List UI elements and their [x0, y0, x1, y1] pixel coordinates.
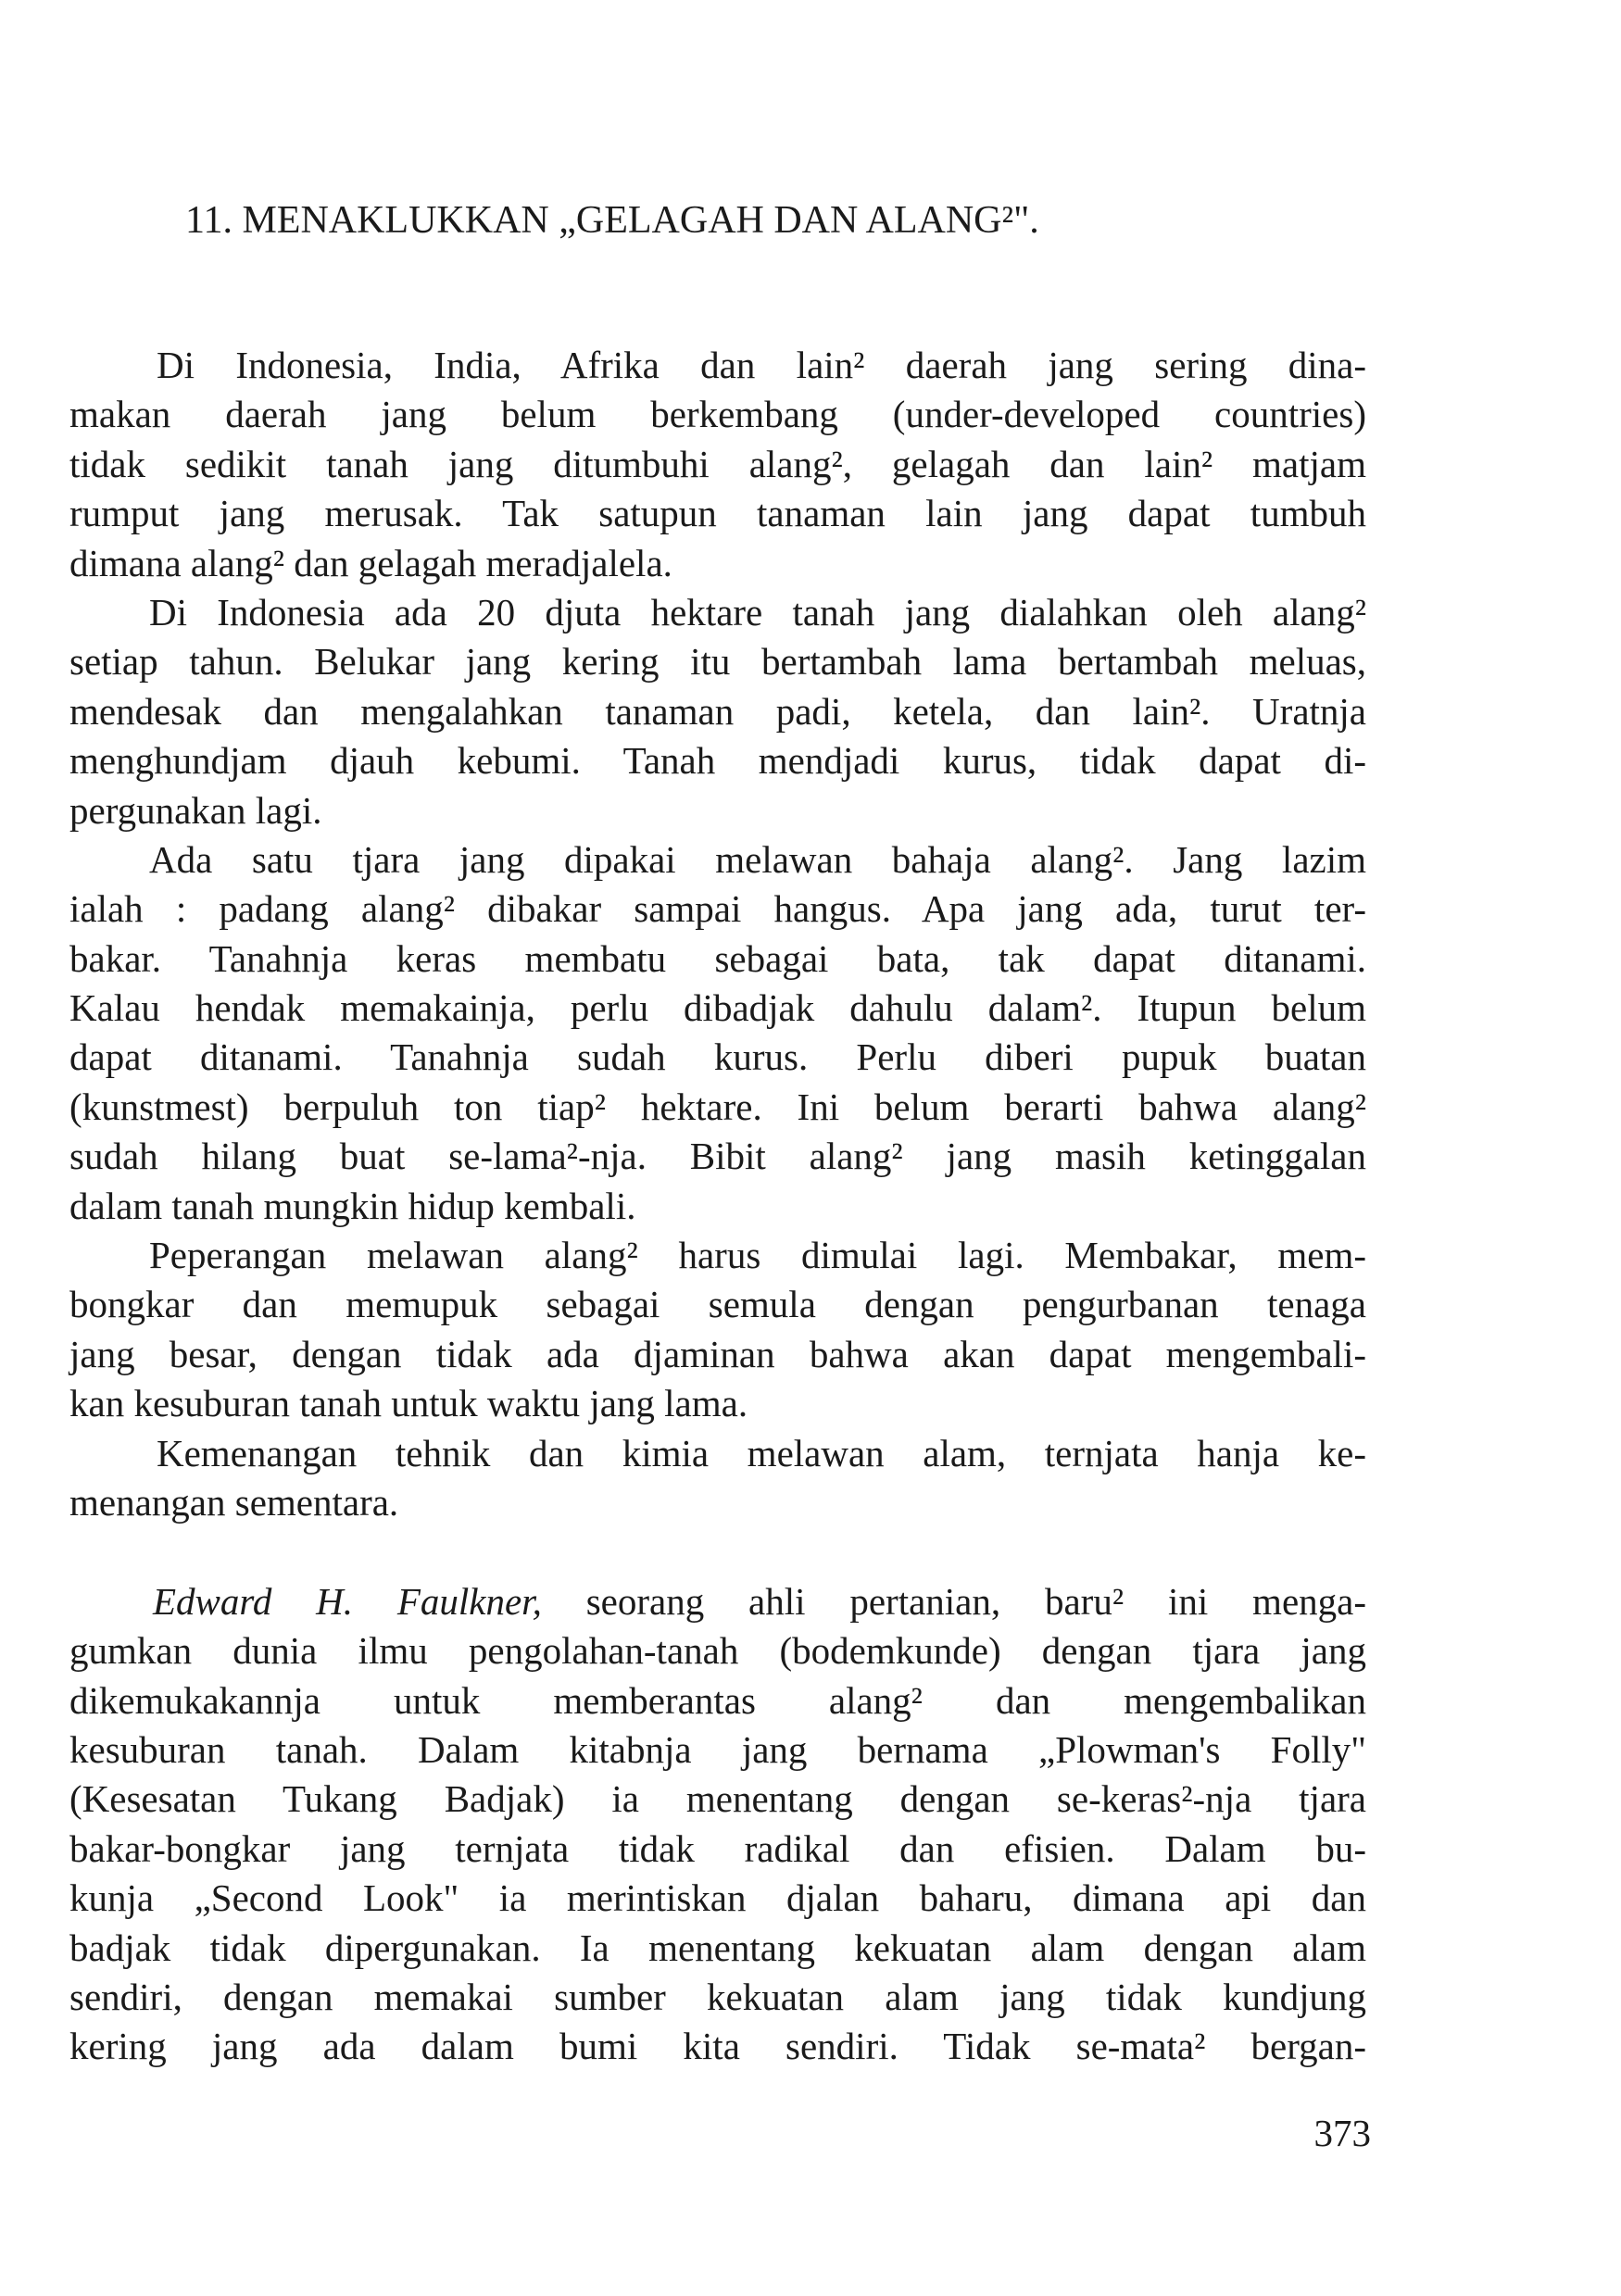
text-line: dalam tanah mungkin hidup kembali.: [69, 1184, 636, 1227]
text-line: bongkar dan memupuk sebagai semula dengan pengurbanan tenaga: [69, 1283, 1366, 1326]
paragraph-3: [69, 835, 1366, 1231]
text-line: tidak sedikit tanah jang ditumbuhi alang², gelagah dan lain² matjam: [69, 442, 1366, 485]
page-number: 373: [1313, 2112, 1371, 2154]
text-line: Peperangan melawan alang² harus dimulai lagi. Membakar, mem-: [149, 1234, 1366, 1277]
paragraph-5: [69, 1429, 1366, 1528]
text-line: rumput jang merusak. Tak satupun tanaman lain jang dapat tumbuh: [69, 492, 1366, 535]
text-line: bakar-bongkar jang ternjata tidak radikal dan efisien. Dalam bu-: [69, 1826, 1366, 1870]
text-fragment: seorang ahli pertanian, baru² ini menga-: [585, 1579, 1367, 1623]
text-line: kunja „Second Look" ia merintiskan djalan baharu, dimana api dan: [69, 1876, 1366, 1920]
text-line: kan kesuburan tanah untuk waktu jang lama.: [69, 1382, 748, 1425]
text-line: Kalau hendak memakainja, perlu dibadjak dahulu dalam². Itupun belum: [69, 986, 1366, 1030]
text-line: jang besar, dengan tidak ada djaminan bahwa akan dapat mengembali-: [69, 1332, 1366, 1375]
text-line: Ada satu tjara jang dipakai melawan bahaja alang². Jang lazim: [149, 837, 1366, 881]
text-line: ialah : padang alang² dibakar sampai hangus. Apa jang ada, turut ter-: [69, 887, 1366, 931]
text-line: Di Indonesia ada 20 djuta hektare tanah jang dialahkan oleh alang²: [149, 590, 1366, 634]
paragraph-2: [69, 588, 1366, 835]
author-name: Edward H. Faulkner,: [153, 1579, 542, 1623]
text-line: (kunstmest) berpuluh ton tiap² hektare. Ini belum berarti bahwa alang²: [69, 1085, 1366, 1128]
text-line: kering jang ada dalam bumi kita sendiri. Tidak se-mata² bergan-: [69, 2025, 1366, 2068]
text-line: menghundjam djauh kebumi. Tanah mendjadi kurus, tidak dapat di-: [69, 739, 1366, 783]
text-line: (Kesesatan Tukang Badjak) ia menentang dengan se-keras²-nja tjara: [69, 1777, 1366, 1821]
text-line: sudah hilang buat se-lama²-nja. Bibit alang² jang masih ketinggalan: [69, 1135, 1366, 1178]
body-text: [69, 341, 1366, 2072]
text-line: badjak tidak dipergunakan. Ia menentang kekuatan alam dengan alam: [69, 1926, 1366, 1969]
text-line: mendesak dan mengalahkan tanaman padi, ketela, dan lain². Uratnja: [69, 689, 1366, 733]
text-line: dimana alang² dan gelagah meradjalela.: [69, 541, 672, 584]
text-line: Di Indonesia, India, Afrika dan lain² daerah jang sering dina-: [157, 344, 1366, 386]
text-line: kesuburan tanah. Dalam kitabnja jang bernama „Plowman's Folly": [69, 1727, 1366, 1771]
text-line: Kemenangan tehnik dan kimia melawan alam, ternjata hanja ke-: [157, 1431, 1366, 1474]
chapter-heading: 11. MENAKLUKKAN „GELAGAH DAN ALANG²".: [185, 199, 1039, 242]
paragraph-faulkner: [69, 1577, 1366, 2072]
text-line: makan daerah jang belum berkembang (under-developed countries): [69, 393, 1366, 436]
text-line: [69, 1577, 1366, 1626]
text-line: menangan sementara.: [69, 1480, 399, 1524]
text-line: bakar. Tanahnja keras membatu sebagai bata, tak dapat ditanami.: [69, 936, 1366, 980]
text-line: dikemukakannja untuk memberantas alang² dan mengembalikan: [69, 1678, 1366, 1722]
text-line: dapat ditanami. Tanahnja sudah kurus. Perlu diberi pupuk buatan: [69, 1035, 1366, 1079]
text-line: setiap tahun. Belukar jang kering itu bertambah lama bertambah meluas,: [69, 640, 1366, 684]
text-line: pergunakan lagi.: [69, 788, 322, 832]
text-line: sendiri, dengan memakai sumber kekuatan alam jang tidak kundjung: [69, 1975, 1366, 2018]
paragraph-1: [69, 341, 1366, 588]
text-line: gumkan dunia ilmu pengolahan-tanah (bodemkunde) dengan tjara jang: [69, 1629, 1366, 1673]
paragraph-spacer: [69, 1527, 1366, 1576]
paragraph-4: [69, 1231, 1366, 1429]
